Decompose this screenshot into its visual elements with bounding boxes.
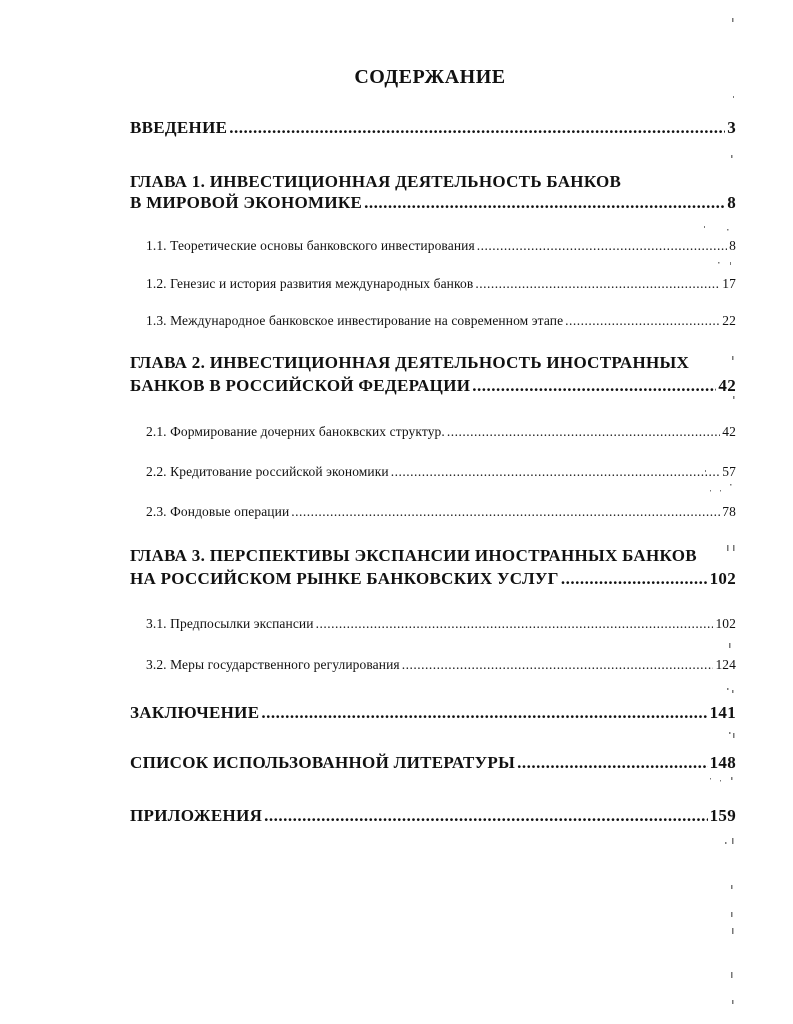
toc-label: 1.1. Теоретические основы банковского инвестирования [146, 238, 475, 253]
toc-entry-intro[interactable] [130, 118, 736, 138]
toc-label: 3.1. Предпосылки экспансии [146, 616, 314, 631]
toc-label: ЗАКЛЮЧЕНИЕ [130, 703, 260, 722]
toc-label: 1.3. Международное банковское инвестирование на современном этапе [146, 313, 564, 328]
toc-label: 2.1. Формирование дочерних баноквских структур. [146, 424, 445, 439]
dot-leader [264, 806, 707, 826]
dot-leader [261, 703, 707, 723]
dot-leader [364, 193, 725, 213]
scan-noise-margin [700, 0, 760, 1024]
toc-page-number: 42 [722, 424, 736, 439]
toc-label: 3.2. Меры государственного регулирования [146, 657, 400, 672]
dot-leader [565, 313, 720, 329]
toc-entry-2-1[interactable] [146, 424, 736, 440]
toc-label: НА РОССИЙСКОМ РЫНКЕ БАНКОВСКИХ УСЛУГ [130, 569, 559, 588]
toc-page-number: 159 [709, 806, 736, 825]
toc-page-number: 148 [709, 753, 736, 772]
toc-page-number: 22 [722, 313, 736, 328]
toc-label: 2.2. Кредитование российской экономики [146, 464, 389, 479]
toc-entry-references[interactable] [130, 753, 736, 773]
toc-page-number: 3 [727, 118, 736, 137]
dot-leader [391, 464, 721, 480]
toc-entry-appendix[interactable] [130, 806, 736, 826]
toc-chapter-1-line1[interactable]: ГЛАВА 1. ИНВЕСТИЦИОННАЯ ДЕЯТЕЛЬНОСТЬ БАНКОВ [130, 172, 622, 191]
toc-entry-2-2[interactable] [146, 464, 736, 480]
toc-entry-chapter-1[interactable] [130, 193, 736, 213]
toc-page-number: 124 [715, 657, 736, 672]
toc-entry-chapter-2[interactable] [130, 376, 736, 396]
toc-entry-1-3[interactable] [146, 313, 736, 329]
toc-label: 2.3. Фондовые операции [146, 504, 290, 519]
toc-entry-3-2[interactable] [146, 657, 736, 673]
toc-label: СПИСОК ИСПОЛЬЗОВАННОЙ ЛИТЕРАТУРЫ [130, 753, 516, 772]
toc-label: 1.2. Генезис и история развития международных банков [146, 276, 474, 291]
toc-page-number: 17 [722, 276, 736, 291]
toc-page-number: 8 [727, 193, 736, 212]
toc-page-number: 8 [729, 238, 736, 253]
toc-label: В МИРОВОЙ ЭКОНОМИКЕ [130, 193, 363, 212]
dot-leader [447, 424, 720, 440]
toc-chapter-2-line1[interactable]: ГЛАВА 2. ИНВЕСТИЦИОННАЯ ДЕЯТЕЛЬНОСТЬ ИНОСТРАННЫХ [130, 353, 690, 372]
toc-page-number: 57 [722, 464, 736, 479]
toc-entry-3-1[interactable] [146, 616, 736, 632]
page-title: СОДЕРЖАНИЕ [354, 66, 506, 88]
toc-page-number: 102 [715, 616, 736, 631]
dot-leader [475, 276, 720, 292]
dot-leader [229, 118, 725, 138]
toc-entry-1-1[interactable] [146, 238, 736, 254]
toc-label: ВВЕДЕНИЕ [130, 118, 228, 137]
dot-leader [517, 753, 708, 773]
toc-entry-2-3[interactable] [146, 504, 736, 520]
dot-leader [472, 376, 716, 396]
toc-label: ПРИЛОЖЕНИЯ [130, 806, 263, 825]
toc-chapter-3-line1[interactable]: ГЛАВА 3. ПЕРСПЕКТИВЫ ЭКСПАНСИИ ИНОСТРАННЫХ БАНКОВ [130, 546, 697, 565]
toc-page-number: 102 [709, 569, 736, 588]
toc-page-number: 78 [722, 504, 736, 519]
toc-entry-1-2[interactable] [146, 276, 736, 292]
dot-leader [316, 616, 714, 632]
toc-entry-chapter-3[interactable] [130, 569, 736, 589]
dot-leader [402, 657, 714, 673]
dot-leader [477, 238, 727, 254]
dot-leader [561, 569, 708, 589]
toc-label: БАНКОВ В РОССИЙСКОЙ ФЕДЕРАЦИИ [130, 376, 471, 395]
toc-page-number: 42 [718, 376, 736, 395]
toc-entry-conclusion[interactable] [130, 703, 736, 723]
toc-page-number: 141 [709, 703, 736, 722]
dot-leader [291, 504, 720, 520]
